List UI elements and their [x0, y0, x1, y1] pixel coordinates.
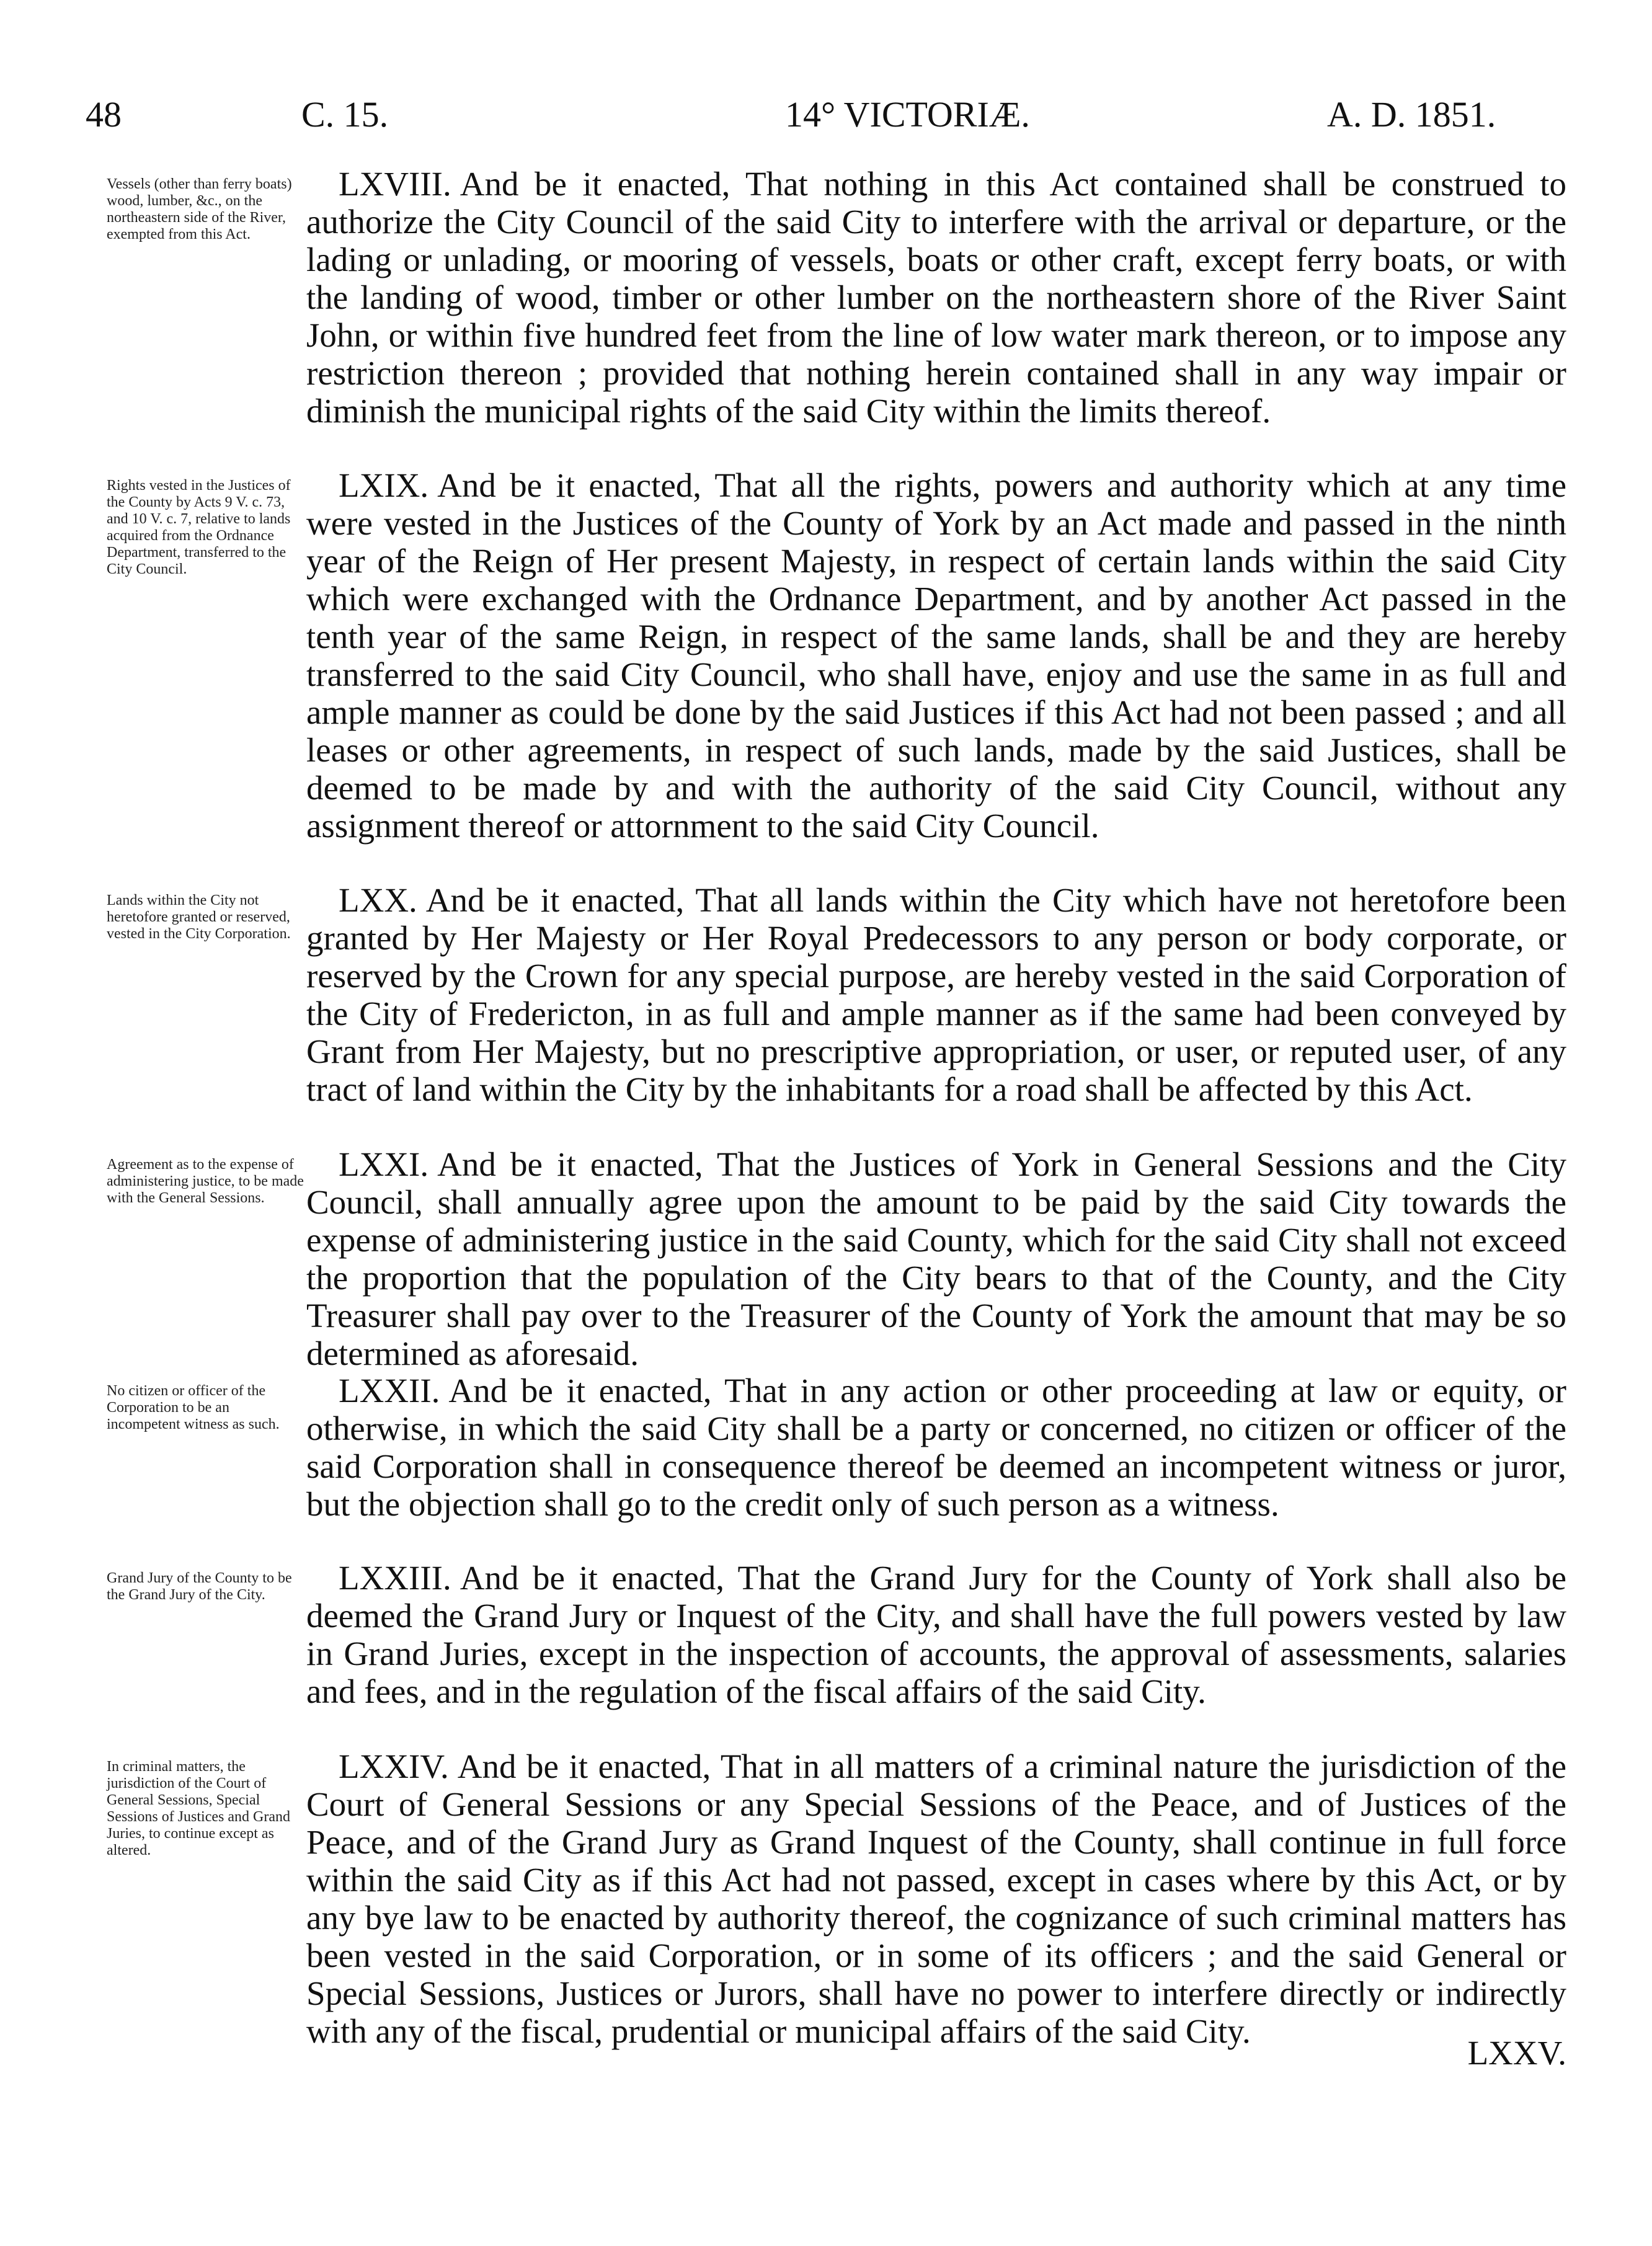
marginal-note: Lands within the City not heretofore granted or reserved, vested in the City Corporation.: [107, 892, 291, 942]
section-text: [306, 165, 1566, 430]
marginal-note: In criminal matters, the jurisdiction of the Court of General Sessions, Special Sessions of Justices and Grand Juries, to continue except as altered.: [107, 1759, 290, 1858]
section-text: [306, 881, 1566, 1108]
section-text: [306, 1372, 1566, 1523]
section-body: And be it enacted, That all lands within the City which have not heretofore been granted by Her Majesty or Her Royal Predecessors to any person or body corporate, or reserved by the Crown for any special purpose, are hereby vested in the said Corporation of the City of Fredericton, in as full and ample manner as if the same had been conveyed by Grant from Her Majesty, but no prescriptive appropriation, or user, or reputed user, of any tract of land within the City by the inhabitants for a road shall be affected by this Act.: [306, 881, 1566, 1108]
marginal-note: Grand Jury of the County to be the Grand Jury of the City.: [107, 1570, 292, 1603]
section-text: [306, 1559, 1566, 1710]
section-numeral: LXX.: [339, 881, 417, 919]
section-numeral: LXVIII.: [339, 165, 451, 203]
catchword: LXXV.: [1467, 2034, 1566, 2072]
marginal-note: Rights vested in the Justices of the County by Acts 9 V. c. 73, and 10 V. c. 7, relative to lands acquired from the Ordnance Department, transferred to the City Council.: [107, 477, 291, 577]
page-number: 48: [86, 94, 122, 135]
section-text: [306, 1747, 1566, 2050]
section-body: And be it enacted, That the Justices of York in General Sessions and the City Council, shall annually agree upon the amount to be paid by the said City towards the expense of administering justice in the said County, which for the said City shall not exceed the proportion that the population of the City bears to that of the County, and the City Treasurer shall pay over to the Treasurer of the County of York the amount that may be so determined as aforesaid.: [306, 1145, 1566, 1372]
section-body: And be it enacted, That all the rights, powers and authority which at any time were vested in the Justices of the County of York by an Act made and passed in the ninth year of the Reign of Her present Majesty, in respect of certain lands within the said City which were exchanged with the Ordnance Department, and by another Act passed in the tenth year of the same Reign, in respect of the same lands, shall be and they are hereby transferred to the said City Council, who shall have, enjoy and use the same in as full and ample manner as could be done by the said Justices if this Act had not been passed ; and all leases or other agreements, in respect of such lands, made by the said Justices, shall be deemed to be made by and with the authority of the said City Council, without any assignment thereof or attornment to the said City Council.: [306, 466, 1566, 845]
section-text: [306, 1145, 1566, 1372]
marginal-note: No citizen or officer of the Corporation to be an incompetent witness as such.: [107, 1383, 280, 1432]
section-numeral: LXIX.: [339, 466, 429, 504]
section-body: And be it enacted, That the Grand Jury for the County of York shall also be deemed the Grand Jury or Inquest of the City, and shall have the full powers vested by law in Grand Juries, except in the inspection of accounts, the approval of assessments, salaries and fees, and in the regulation of the fiscal affairs of the said City.: [306, 1559, 1566, 1710]
year: A. D. 1851.: [1327, 94, 1496, 135]
section-numeral: LXXIII.: [339, 1559, 451, 1597]
regnal-year: 14° VICTORIÆ.: [785, 94, 1030, 135]
section-numeral: LXXIV.: [339, 1747, 449, 1785]
section-text: [306, 466, 1566, 845]
marginal-note: Agreement as to the expense of administering justice, to be made with the General Sessions.: [107, 1156, 304, 1206]
section-numeral: LXXI.: [339, 1145, 429, 1183]
section-body: And be it enacted, That in all matters of a criminal nature the jurisdiction of the Court of General Sessions or any Special Sessions of the Peace, and of Justices of the Peace, and of the Grand Jury as Grand Inquest of the County, shall continue in full force within the said City as if this Act had not passed, except in cases where by this Act, or by any bye law to be enacted by authority thereof, the cognizance of such criminal matters has been vested in the said Corporation, or in some of its officers ; and the said General or Special Sessions, Justices or Jurors, shall have no power to interfere directly or indirectly with any of the fiscal, prudential or municipal affairs of the said City.: [306, 1747, 1566, 2050]
section-numeral: LXXII.: [339, 1372, 440, 1409]
section-body: And be it enacted, That nothing in this Act contained shall be construed to authorize the City Council of the said City to interfere with the arrival or departure, or the lading or unlading, or mooring of vessels, boats or other craft, except ferry boats, or with the landing of wood, timber or other lumber on the northeastern shore of the River Saint John, or within five hundred feet from the line of low water mark thereon, or to impose any restriction thereon ; provided that nothing herein contained shall in any way impair or diminish the municipal rights of the said City within the limits thereof.: [306, 165, 1566, 430]
chapter-number: C. 15.: [301, 94, 389, 135]
marginal-note: Vessels (other than ferry boats) wood, lumber, &c., on the northeastern side of the River, exempted from this Act.: [107, 176, 292, 242]
section-body: And be it enacted, That in any action or other proceeding at law or equity, or otherwise, in which the said City shall be a party or concerned, no citizen or officer of the said Corporation shall in consequence thereof be deemed an incompetent witness or juror, but the objection shall go to the credit only of such person as a witness.: [306, 1372, 1566, 1523]
